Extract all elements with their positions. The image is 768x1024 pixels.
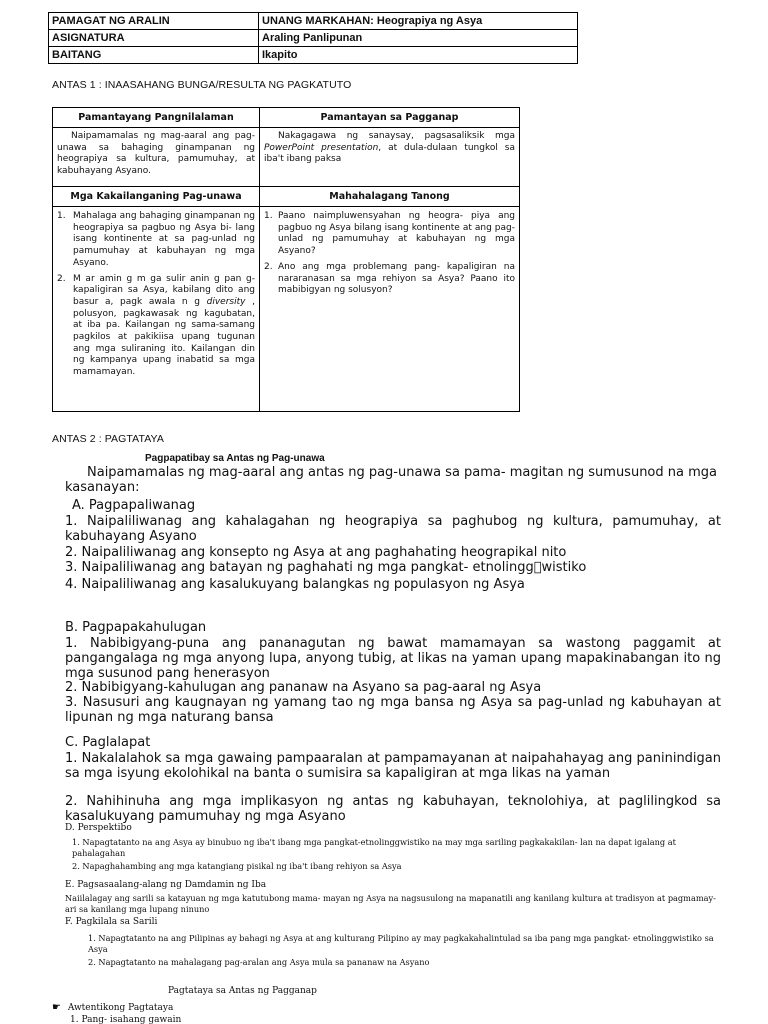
header-value: Ikapito — [259, 47, 578, 64]
section-a-item: 1. Naipaliliwanag ang kahalagahan ng heograpiya sa paghubog ng kultura, pamumuhay, at kabuhayang Asyano — [65, 514, 721, 544]
section-f-item: 1. Napagtatanto na ang Pilipinas ay bahagi ng Asya at ang kulturang Pilipino ay may pagkakahalintulad sa iba pang mga pangkat- etnolinggwistiko sa Asya — [88, 933, 714, 954]
kakailangan-list — [57, 211, 255, 411]
section-b-item: 3. Nasusuri ang kaugnayan ng yamang tao ng mga bansa ng Asya sa pag-unlad ng kabuhayan at lipunan ng mga naturang bansa — [65, 695, 721, 725]
antas1-heading: ANTAS 1 : INAASAHANG BUNGA/RESULTA NG PAGKATUTO — [52, 79, 352, 91]
section-d-item: 1. Napagtatanto na ang Asya ay binubuo ng iba't ibang mga pangkat-etnolinggwistiko na may mga sariling pagkakakilan- lan na dapat igalang at pahalagahan — [72, 837, 676, 858]
section-f-item: 2. Napagtatanto na mahalagang pag-aralan ang Asya mula sa pananaw na Asyano — [88, 957, 430, 967]
tanong-header: Mahahalagang Tanong — [260, 187, 520, 207]
section-a-heading: A. Pagpapaliwanag — [72, 498, 196, 513]
section-b-item: 1. Nabibigyang-puna ang pananagutan ng bawat mamamayan sa wastong paggamit at pangangalaga ng mga anyong lupa, anyong tubig, at likas na yaman upang mapakinabangan ito ng mga susunod pang henerasyon — [65, 636, 721, 681]
section-a-item: 3. Naipaliliwanag ang batayan ng paghahati ng mga pangkat- etnolingg wistiko — [65, 560, 587, 575]
pagganap-text-b: , at dula-dulaan tungkol sa iba't ibang paksa — [264, 142, 515, 165]
section-d-item: 2. Napaghahambing ang mga katangiang pisikal ng iba't ibang rehiyon sa Asya — [72, 861, 402, 871]
header-row — [49, 30, 578, 47]
section-b-item: 2. Nabibigyang-kahulugan ang pananaw na Asyano sa pag-aaral ng Asya — [65, 680, 542, 695]
kakailangan-2: M ar amin g m ga sulir anin g pan g- kapaligiran sa Asya, kabilang dito ang basur a, pagk awala n g diversity , polusyon, pagkawasak ng kagubatan, at iba pa. Kailangan ng sama-samang pagkilos at pakikiisa upang tugunan ang mga suliraning ito. Kailangan din ng kampanya upang inabatid sa mga mamamayan. — [73, 273, 255, 378]
pangisahan-item: 1. Pang- isahang gawain — [70, 1015, 182, 1024]
pagganap-header: Pamantayan sa Pagganap — [260, 108, 520, 128]
list-item: 1. Paano naimpluwensyahan ng heogra- piya ang pagbuo ng Asya bilang isang kontinente at ang pag-unlad ng pamumuhay at kabuhayan ng mga Asyano? — [264, 211, 515, 257]
section-f-heading: F. Pagkilala sa Sarili — [65, 917, 158, 927]
awtentiko-line — [52, 1002, 173, 1014]
section-e-heading: E. Pagsasaalang-alang ng Damdamin ng Iba — [65, 880, 267, 890]
lesson-header-table — [48, 12, 578, 64]
section-c-item: 2. Nahihinuha ang mga implikasyon ng antas ng kabuhayan, teknolohiya, at paglilingkod sa kasalukuyang pamumuhay ng mga Asyano — [65, 794, 721, 824]
list-item: 2. M ar amin g m ga sulir anin g pan g- kapaligiran sa Asya, kabilang dito ang basur a, pagk awala n g diversity , polusyon, pagkawasak ng kagubatan, at iba pa. Kailangan ng sama-samang pagkilos at pakikiisa upang tugunan ang mga suliraning ito. Kailangan din ng kampanya upang inabatid sa mga mamamayan. — [57, 273, 255, 378]
header-value: Araling Panlipunan — [259, 30, 578, 47]
header-label: BAITANG — [49, 47, 259, 64]
list-item: 1. Mahalaga ang bahaging ginampanan ng heograpiya sa pagbuo ng Asya bi- lang isang kontinente at sa pag-unlad ng pamumuhay at kabuhayan ng mga Asyano. — [57, 211, 255, 268]
section-a-item: 2. Naipaliliwanag ang konsepto ng Asya at ang paghahating heograpikal nito — [65, 545, 567, 560]
section-c-item: 1. Nakalalahok sa mga gawaing pampaaralan at pampamayanan at naipahahayag ang paninindigan sa mga isyung ekolohikal na banta o sumisira sa kapaligiran at mga likas na yaman — [65, 751, 721, 781]
tanong-list — [264, 211, 515, 411]
section-a-item: 4. Naipaliliwanag ang kasalukuyang balangkas ng populasyon ng Asya — [65, 577, 525, 592]
pamantayang-text: Naipamamalas ng mag-aaral ang pag-unawa sa bahaging ginampanan ng heograpiya sa kultura, pamumuhay, at kabuhayang Asyano. — [57, 131, 255, 177]
awtentiko-label: Awtentikong Pagtataya — [67, 1003, 174, 1013]
pamantayang-header: Pamantayang Pangnilalaman — [53, 108, 260, 128]
pagganap-text-em: PowerPoint presentation — [264, 142, 379, 153]
intro-text: Naipamamalas ng mag-aaral ang antas ng pag-unawa sa pama- magitan ng sumusunod na mga kasanayan: — [65, 465, 717, 495]
tanong-2: Ano ang mga problemang pang- kapaligiran na nararanasan sa mga rehiyon sa Asya? Paano ito mabibigyan ng solusyon? — [278, 261, 515, 296]
pagganap-text-a: Nakagagawa ng sanaysay, pagsasaliksik mga — [278, 131, 515, 141]
pagganap-title: Pagtataya sa Antas ng Pagganap — [168, 986, 317, 996]
section-c-heading: C. Paglalapat — [65, 735, 151, 750]
antas2-heading: ANTAS 2 : PAGTATAYA — [52, 433, 164, 445]
section-b-heading: B. Pagpapakahulugan — [65, 620, 207, 635]
pagpapatibay-title: Pagpapatibay sa Antas ng Pag-unawa — [145, 453, 325, 464]
header-value: UNANG MARKAHAN: Heograpiya ng Asya — [259, 13, 578, 30]
standards-table — [52, 107, 520, 412]
section-e-text: Naiilalagay ang sarili sa katayuan ng mga katutubong mama- mayan ng Asya na nagsusulong na mapanatili ang kanilang kultura at tradisyon at pagmamay- ari sa kanilang mga lupang ninuno — [65, 893, 716, 914]
kakailangan-1: Mahalaga ang bahaging ginampanan ng heograpiya sa pagbuo ng Asya bi- lang isang kontinente at sa pag-unlad ng pamumuhay at kabuhayan ng mga Asyano. — [73, 211, 255, 268]
pagganap-text — [264, 131, 515, 186]
header-row — [49, 13, 578, 30]
kakailangan-header: Mga Kakailanganing Pag-unawa — [53, 187, 260, 207]
section-d-heading: D. Perspektibo — [65, 823, 132, 833]
list-item: 2. Ano ang mga problemang pang- kapaligiran na nararanasan sa mga rehiyon sa Asya? Paano ito mabibigyan ng solusyon? — [264, 261, 515, 296]
header-row — [49, 47, 578, 64]
tanong-1: Paano naimpluwensyahan ng heogra- piya ang pagbuo ng Asya bilang isang kontinente at ang pag-unlad ng pamumuhay at kabuhayan ng mga Asyano? — [278, 211, 515, 257]
header-label: ASIGNATURA — [49, 30, 259, 47]
header-label: PAMAGAT NG ARALIN — [49, 13, 259, 30]
pointing-hand-icon: ☛ — [52, 1002, 61, 1013]
